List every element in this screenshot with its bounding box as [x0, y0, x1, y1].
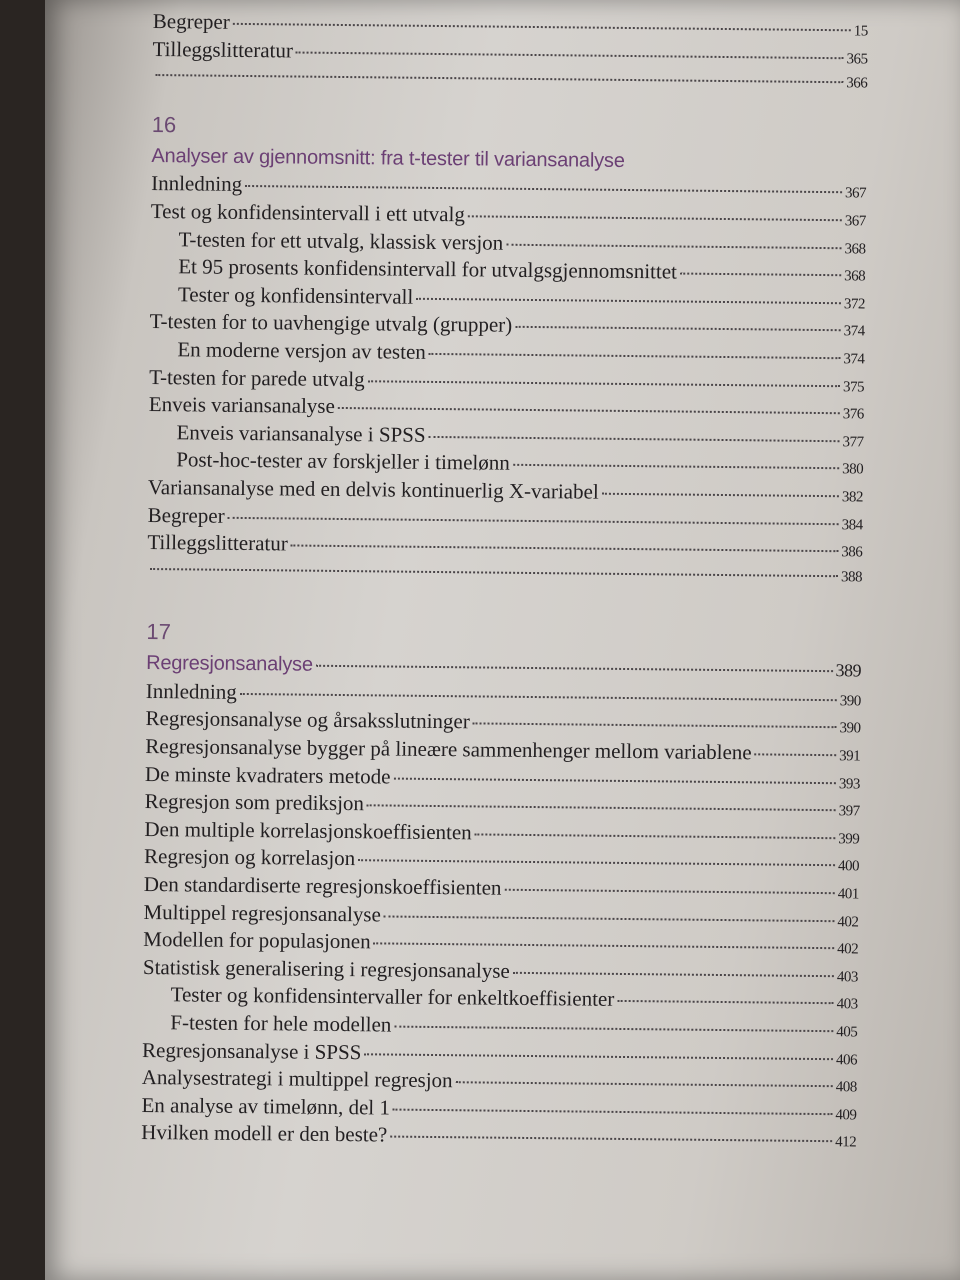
dot-leader: [150, 568, 838, 577]
toc-entry-title: Tilleggslitteratur: [147, 530, 288, 556]
toc-entry-title: Test og konfidensintervall i ett utvalg: [150, 198, 466, 227]
chapter-17-title: Regresjonsanalyse: [146, 652, 313, 676]
chapter-16-number: 16: [151, 111, 177, 138]
toc-entry-page: 393: [838, 775, 860, 793]
toc-entry-title: Tester og konfidensintervall: [177, 282, 414, 309]
toc-entry-page: 397: [838, 803, 860, 820]
toc-entry-title: Regresjonsanalyse i SPSS: [141, 1037, 362, 1064]
toc-entry-title: T-testen for ett utvalg, klassisk versjon: [178, 226, 504, 255]
toc-entry-title: Statistisk generalisering i regresjonsanalyse: [142, 954, 510, 983]
toc-entry-title: Begreper: [152, 8, 230, 34]
toc-entry-page: 380: [842, 461, 864, 478]
toc-entry-page: 374: [843, 323, 865, 340]
dot-leader: [456, 1081, 833, 1087]
chapter-17-number: 17: [146, 619, 172, 645]
toc-entry-page: 391: [839, 748, 861, 765]
dot-leader: [384, 915, 835, 922]
toc-entry-page: 403: [836, 996, 858, 1013]
dot-leader: [394, 1026, 833, 1033]
toc-entry-title: Enveis variansanalyse: [148, 392, 335, 419]
toc-entry-page: 405: [836, 1024, 858, 1041]
toc-entry-page: 384: [841, 516, 863, 533]
toc-entry-page: 388: [840, 568, 863, 586]
toc-entry-title: Regresjonsanalyse og årsaksslutninger: [145, 706, 470, 734]
dot-leader: [473, 723, 837, 729]
dot-leader: [316, 665, 833, 672]
toc-entry-page: 372: [843, 296, 866, 313]
toc-entry-title: Hvilken modell er den beste?: [141, 1120, 388, 1147]
toc-entry-title: Regresjon som prediksjon: [144, 789, 365, 816]
dot-leader: [515, 326, 840, 331]
toc-entry-title: Post-hoc-tester av forskjeller i timelønn: [176, 447, 510, 476]
dot-leader: [368, 380, 840, 387]
dot-leader: [602, 493, 839, 497]
dot-leader: [291, 545, 839, 553]
dot-leader: [393, 1108, 833, 1115]
toc-entry-page: 375: [842, 378, 865, 395]
toc-entry-title: Analysestrategi i multippel regresjon: [141, 1065, 453, 1093]
table-of-contents: [141, 8, 868, 1154]
dot-leader: [755, 753, 837, 756]
toc-entry-page: 15: [853, 23, 868, 40]
toc-entry-page: 402: [837, 941, 859, 958]
toc-entry-title: Enveis variansanalyse i SPSS: [176, 419, 426, 447]
dot-leader: [475, 833, 836, 839]
toc-entry-page: 409: [835, 1106, 857, 1124]
toc-entry-title: T-testen for parede utvalg: [149, 364, 365, 391]
toc-entry-title: Regresjon og korrelasjon: [143, 844, 356, 871]
dot-leader: [390, 1136, 832, 1143]
dot-leader: [374, 943, 835, 950]
dot-leader: [513, 464, 839, 469]
toc-entry-page: 367: [844, 213, 866, 230]
previous-chapter-tail: [152, 8, 868, 98]
toc-entry-title: En moderne versjon av testen: [177, 337, 426, 364]
dot-leader: [364, 1053, 833, 1060]
dot-leader: [429, 353, 841, 359]
toc-entry-page: 402: [837, 913, 859, 931]
dot-leader: [506, 243, 841, 249]
toc-entry-page: 365: [846, 50, 868, 68]
toc-entry-page: 377: [842, 433, 864, 451]
toc-entry-page: 403: [836, 969, 858, 986]
toc-entry-title: Begreper: [147, 502, 225, 528]
dot-leader: [513, 972, 834, 977]
chapter-16-title: Analyser av gjennomsnitt: fra t-tester til variansanalyse: [151, 144, 625, 172]
toc-entry-page: 366: [846, 75, 868, 92]
dot-leader: [245, 185, 842, 193]
toc-entry-title: Multippel regresjonsanalyse: [143, 899, 382, 927]
toc-entry-page: 382: [841, 489, 863, 506]
dot-leader: [416, 298, 841, 304]
toc-entry-page: 390: [839, 693, 861, 710]
dot-leader: [228, 516, 839, 524]
toc-entry-title: Innledning: [151, 171, 243, 197]
dot-leader: [429, 436, 840, 442]
toc-entry-title: En analyse av timelønn, del 1: [141, 1092, 391, 1120]
toc-entry-title: Den multiple korrelasjonskoeffisienten: [144, 816, 472, 845]
toc-entry-title: Regresjonsanalyse bygger på lineære sammenhenger mellom variablene: [145, 734, 752, 765]
dot-leader: [393, 777, 835, 784]
chapter-17-entries: [141, 678, 861, 1155]
dot-leader: [367, 805, 836, 812]
dot-leader: [468, 215, 842, 221]
toc-entry-title: Tilleggslitteratur: [152, 36, 294, 63]
toc-entry-page: 401: [837, 886, 859, 903]
toc-entry-page: 399: [838, 831, 860, 848]
dot-leader: [296, 51, 844, 59]
chapter-17-page: 389: [835, 660, 862, 681]
chapter-16-entries: [147, 170, 866, 591]
toc-entry-title: T-testen for to uavhengige utvalg (grupper): [149, 309, 513, 338]
dot-leader: [617, 1000, 833, 1004]
toc-entry-page: 412: [835, 1134, 857, 1151]
dot-leader: [358, 860, 835, 867]
dot-leader: [240, 693, 837, 701]
toc-entry-title: F-testen for hele modellen: [170, 1010, 392, 1037]
dot-leader: [680, 273, 841, 277]
toc-entry-page: 386: [841, 544, 863, 561]
toc-entry-page: 400: [837, 858, 860, 875]
toc-entry-title: Variansanalyse med en delvis kontinuerlig X-variabel: [147, 474, 599, 504]
toc-entry-page: 374: [843, 351, 865, 368]
toc-entry-page: 368: [844, 268, 866, 285]
toc-entry-title: Et 95 prosents konfidensintervall for utvalgsgjennomsnittet: [178, 254, 678, 284]
dot-leader: [504, 889, 834, 894]
toc-entry-page: 368: [844, 240, 866, 258]
toc-entry-title: Den standardiserte regresjonskoeffisienten: [143, 871, 502, 900]
book-page: [45, 0, 960, 1280]
toc-entry-page: 367: [845, 185, 867, 202]
toc-entry-page: 406: [835, 1051, 858, 1069]
toc-entry-title: De minste kvadraters metode: [144, 761, 391, 789]
dot-leader: [338, 407, 840, 414]
toc-entry-page: 376: [842, 406, 864, 423]
toc-entry-title: Tester og konfidensintervaller for enkeltkoeffisienter: [170, 982, 615, 1012]
toc-entry-page: 390: [839, 720, 861, 737]
dot-leader: [233, 23, 851, 31]
toc-entry-page: 408: [835, 1079, 857, 1096]
toc-entry-title: Innledning: [145, 678, 237, 704]
toc-entry-title: Modellen for populasjonen: [143, 927, 371, 954]
dot-leader: [155, 74, 843, 83]
